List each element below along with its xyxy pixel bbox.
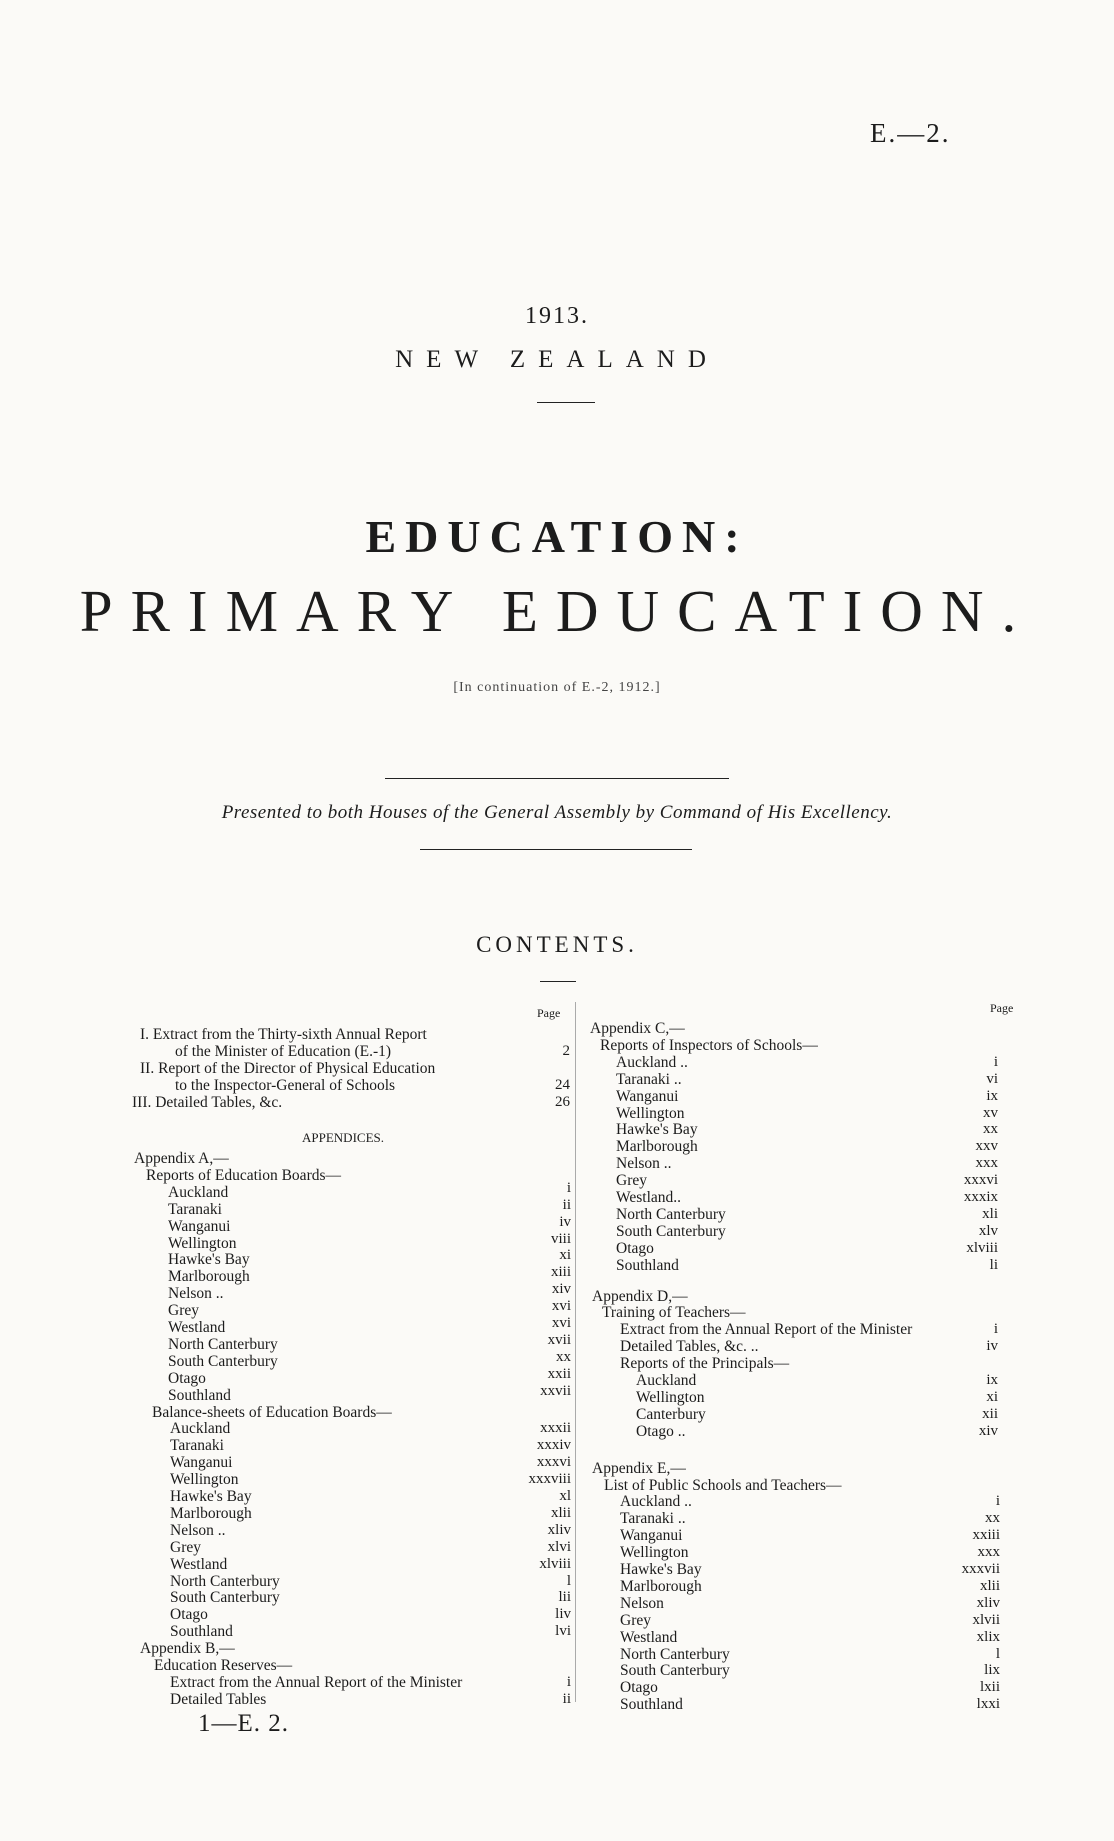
toc-item: Wanganui bbox=[620, 1527, 683, 1545]
page-number: xxvii bbox=[540, 1382, 571, 1399]
toc-item: Westland bbox=[168, 1319, 226, 1336]
page-number: xvii bbox=[547, 1331, 571, 1348]
toc-item: Nelson bbox=[620, 1594, 664, 1612]
toc-item: Auckland .. bbox=[620, 1493, 692, 1511]
page-number: i bbox=[995, 1493, 1000, 1510]
page-number: xl bbox=[559, 1488, 571, 1504]
toc-item: Marlborough bbox=[168, 1268, 250, 1286]
toc-item: Southland bbox=[170, 1623, 233, 1641]
toc-item: Detailed Tables, &c. .. bbox=[620, 1338, 759, 1356]
toc-item: Westland bbox=[170, 1555, 228, 1573]
toc-entry: to the Inspector-General of Schools bbox=[175, 1076, 396, 1094]
appendix-title: Appendix D,— bbox=[592, 1287, 688, 1305]
page-number: lix bbox=[984, 1662, 1000, 1679]
toc-item: North Canterbury bbox=[616, 1205, 726, 1223]
toc-item: Hawke's Bay bbox=[616, 1121, 698, 1139]
toc-item: Taranaki .. bbox=[616, 1070, 682, 1088]
toc-item: Westland.. bbox=[616, 1189, 682, 1206]
page-number: xi bbox=[559, 1247, 571, 1264]
toc-item: Southland bbox=[168, 1386, 231, 1404]
toc-item: South Canterbury bbox=[168, 1352, 278, 1370]
page-number: ii bbox=[562, 1196, 571, 1213]
page-heading-left: Page bbox=[537, 1006, 561, 1020]
page-number: xxx bbox=[975, 1155, 998, 1172]
toc-item: Marlborough bbox=[616, 1138, 698, 1156]
toc-item: Taranaki bbox=[168, 1200, 222, 1218]
toc-item: Otago bbox=[620, 1679, 658, 1697]
page-number: i bbox=[566, 1179, 571, 1196]
toc-item: Hawke's Bay bbox=[620, 1561, 702, 1578]
toc-item: Wellington bbox=[170, 1471, 239, 1489]
country: NEW ZEALAND bbox=[395, 346, 719, 373]
page-number: xvi bbox=[551, 1315, 571, 1331]
page-number: xxxvi bbox=[963, 1172, 998, 1189]
toc-item: Nelson .. bbox=[170, 1521, 226, 1539]
page-number: xlv bbox=[978, 1222, 998, 1239]
page-number: xlix bbox=[976, 1628, 1000, 1645]
page-number: xlvi bbox=[547, 1538, 571, 1555]
page-number: xli bbox=[982, 1205, 998, 1222]
appendix-title: Appendix A,— bbox=[134, 1150, 229, 1167]
toc-item: Auckland bbox=[168, 1183, 229, 1201]
appendix-title: Appendix B,— bbox=[140, 1640, 235, 1658]
page-number: xxxviii bbox=[528, 1471, 571, 1488]
toc-item: Wanganui bbox=[168, 1217, 231, 1235]
toc-item: South Canterbury bbox=[620, 1662, 730, 1680]
page-number: xxiii bbox=[972, 1527, 1000, 1544]
main-title: EDUCATION: bbox=[365, 511, 749, 562]
toc-item: Grey bbox=[616, 1172, 647, 1190]
toc-item: Taranaki .. bbox=[620, 1510, 686, 1528]
appendix-subtitle: Education Reserves— bbox=[154, 1657, 293, 1674]
toc-item: Otago bbox=[170, 1606, 208, 1624]
toc-item: Extract from the Annual Report of the Minister bbox=[170, 1673, 463, 1691]
toc-item: Auckland bbox=[636, 1372, 697, 1389]
toc-item: Wanganui bbox=[170, 1454, 233, 1472]
toc-item: Marlborough bbox=[620, 1577, 702, 1595]
toc-item: Grey bbox=[620, 1611, 651, 1629]
continuation-note: [In continuation of E.-2, 1912.] bbox=[453, 680, 661, 695]
toc-item: Southland bbox=[616, 1256, 679, 1274]
appendix-subtitle: Reports of the Principals— bbox=[620, 1355, 790, 1373]
page-number: 24 bbox=[555, 1076, 570, 1093]
year: 1913. bbox=[525, 303, 589, 329]
appendix-subtitle: Reports of Education Boards— bbox=[146, 1166, 342, 1184]
page-number: xxxvi bbox=[536, 1454, 571, 1471]
page-number: xxxvii bbox=[961, 1561, 1000, 1577]
toc-item: Westland bbox=[620, 1628, 678, 1646]
document-code: E.—2. bbox=[870, 118, 951, 148]
toc-item: North Canterbury bbox=[620, 1645, 730, 1663]
page-heading-right: Page bbox=[990, 1001, 1014, 1015]
page-number: i bbox=[993, 1321, 998, 1338]
toc-item: Nelson .. bbox=[168, 1285, 224, 1303]
toc-entry: II. Report of the Director of Physical Education bbox=[140, 1059, 436, 1077]
toc-item: Auckland bbox=[170, 1420, 231, 1438]
toc-item: North Canterbury bbox=[168, 1335, 278, 1353]
presented-line: Presented to both Houses of the General Assembly by Command of His Excellency. bbox=[221, 802, 893, 823]
appendices-heading: APPENDICES. bbox=[302, 1130, 384, 1145]
toc-item: Hawke's Bay bbox=[168, 1251, 250, 1269]
page-number: lvi bbox=[555, 1623, 571, 1640]
page-number: xxx bbox=[977, 1544, 1000, 1561]
page-number: xlviii bbox=[966, 1239, 998, 1256]
toc-item: Otago .. bbox=[636, 1422, 686, 1440]
toc-item: Wellington bbox=[616, 1104, 685, 1122]
toc-entry: of the Minister of Education (E.-1) bbox=[175, 1042, 392, 1060]
page-number: xxii bbox=[547, 1365, 571, 1382]
appendix-title: Appendix C,— bbox=[590, 1020, 685, 1037]
toc-item: Otago bbox=[616, 1239, 654, 1257]
page-number: viii bbox=[550, 1230, 571, 1247]
page-number: li bbox=[989, 1256, 998, 1273]
page-number: xliv bbox=[976, 1594, 1000, 1611]
toc-item: Extract from the Annual Report of the Minister bbox=[620, 1321, 913, 1339]
toc-item: Otago bbox=[168, 1369, 206, 1387]
toc-item: Southland bbox=[620, 1696, 683, 1714]
page-number: xxv bbox=[975, 1138, 998, 1155]
page-number: xx bbox=[983, 1121, 998, 1138]
page-number: lxii bbox=[979, 1679, 1000, 1696]
page-number: l bbox=[566, 1572, 571, 1589]
toc-entry: I. Extract from the Thirty-sixth Annual Report bbox=[140, 1026, 427, 1043]
page-number: xiv bbox=[978, 1422, 998, 1439]
page-number: iv bbox=[986, 1338, 998, 1355]
page-number: ii bbox=[562, 1690, 571, 1707]
toc-item: North Canterbury bbox=[170, 1572, 280, 1590]
page-number: xxxix bbox=[963, 1189, 998, 1205]
toc-item: Hawke's Bay bbox=[170, 1488, 252, 1505]
toc-entry: III. Detailed Tables, &c. bbox=[132, 1093, 283, 1111]
page-number: xxxiv bbox=[536, 1437, 571, 1454]
page-number: xvi bbox=[551, 1298, 571, 1315]
page-number: xiv bbox=[551, 1281, 571, 1298]
page-number: lii bbox=[558, 1589, 571, 1606]
appendix-subtitle: Training of Teachers— bbox=[602, 1304, 746, 1322]
toc-item: Canterbury bbox=[636, 1405, 706, 1423]
appendix-subtitle: Reports of Inspectors of Schools— bbox=[600, 1036, 818, 1054]
page-number: ix bbox=[986, 1372, 998, 1388]
page-number: iv bbox=[559, 1213, 571, 1230]
page-number: xliv bbox=[547, 1521, 571, 1538]
appendix-subtitle: List of Public Schools and Teachers— bbox=[604, 1476, 842, 1494]
page-number: xlvii bbox=[972, 1611, 1000, 1628]
page-number: 26 bbox=[555, 1093, 570, 1110]
page-number: xii bbox=[982, 1405, 998, 1422]
page-number: liv bbox=[555, 1606, 571, 1623]
sub-title: PRIMARY EDUCATION. bbox=[79, 578, 1035, 644]
page-number: lxxi bbox=[976, 1696, 1000, 1713]
page-number: xlii bbox=[550, 1504, 571, 1521]
toc-item: Grey bbox=[170, 1538, 201, 1556]
page-number: vi bbox=[986, 1070, 998, 1087]
toc-item: Wanganui bbox=[616, 1087, 679, 1105]
page-number: xi bbox=[986, 1388, 998, 1405]
signature-mark: 1—E. 2. bbox=[198, 1710, 290, 1737]
toc-item: Taranaki bbox=[170, 1437, 224, 1455]
appendix-title: Appendix E,— bbox=[592, 1459, 686, 1477]
page-number: xlii bbox=[979, 1577, 1000, 1594]
page-number: xxxii bbox=[540, 1420, 571, 1437]
page-number: l bbox=[995, 1645, 1000, 1662]
toc-item: Auckland .. bbox=[616, 1053, 688, 1071]
appendix-subtitle: Balance-sheets of Education Boards— bbox=[152, 1403, 392, 1421]
contents-heading: CONTENTS. bbox=[476, 932, 638, 957]
toc-item: Wellington bbox=[620, 1544, 689, 1562]
page-number: xv bbox=[983, 1104, 998, 1121]
page-number: i bbox=[566, 1673, 571, 1690]
toc-item: Marlborough bbox=[170, 1504, 252, 1522]
toc-item: Grey bbox=[168, 1302, 199, 1320]
toc-item: Wellington bbox=[636, 1388, 705, 1406]
toc-item: Detailed Tables bbox=[170, 1690, 267, 1708]
page-number: xlviii bbox=[539, 1555, 571, 1572]
toc-item: South Canterbury bbox=[616, 1222, 726, 1240]
page-number: xx bbox=[985, 1510, 1000, 1527]
page-number: 2 bbox=[562, 1042, 570, 1059]
toc-item: Wellington bbox=[168, 1234, 237, 1252]
page-number: xx bbox=[556, 1348, 571, 1365]
toc-item: South Canterbury bbox=[170, 1589, 280, 1607]
toc-item: Nelson .. bbox=[616, 1155, 672, 1173]
page-number: ix bbox=[986, 1087, 998, 1104]
page-number: i bbox=[993, 1053, 998, 1070]
page-number: xiii bbox=[550, 1264, 571, 1281]
